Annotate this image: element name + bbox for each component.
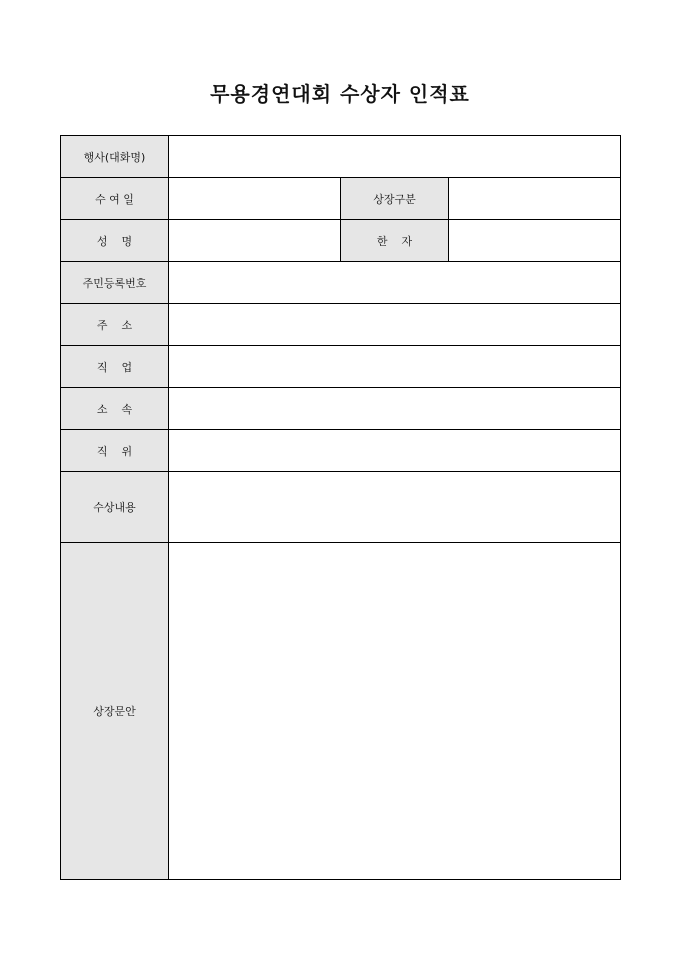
award-details-label: 수상내용 — [61, 472, 169, 543]
address-label: 주 소 — [61, 304, 169, 346]
hanja-field[interactable] — [449, 220, 621, 262]
row-occupation — [61, 346, 621, 388]
hanja-label: 한 자 — [341, 220, 449, 262]
occupation-field[interactable] — [169, 346, 621, 388]
row-resident-number — [61, 262, 621, 304]
row-name — [61, 220, 621, 262]
affiliation-label: 소 속 — [61, 388, 169, 430]
award-details-field[interactable] — [169, 472, 621, 543]
award-recipient-form — [60, 135, 621, 880]
award-category-field[interactable] — [449, 178, 621, 220]
position-label: 직 위 — [61, 430, 169, 472]
form-title: 무용경연대회 수상자 인적표 — [210, 82, 470, 106]
occupation-label: 직 업 — [61, 346, 169, 388]
row-award-details — [61, 472, 621, 543]
row-address — [61, 304, 621, 346]
position-field[interactable] — [169, 430, 621, 472]
affiliation-field[interactable] — [169, 388, 621, 430]
address-field[interactable] — [169, 304, 621, 346]
name-field[interactable] — [169, 220, 341, 262]
row-certificate-text — [61, 543, 621, 880]
row-award-date — [61, 178, 621, 220]
award-date-field[interactable] — [169, 178, 341, 220]
row-affiliation — [61, 388, 621, 430]
resident-number-label: 주민등록번호 — [61, 262, 169, 304]
award-category-label: 상장구분 — [341, 178, 449, 220]
award-date-label: 수 여 일 — [61, 178, 169, 220]
certificate-text-label: 상장문안 — [61, 543, 169, 880]
event-label: 행사(대화명) — [61, 136, 169, 178]
name-label: 성 명 — [61, 220, 169, 262]
certificate-text-field[interactable] — [169, 543, 621, 880]
row-event — [61, 136, 621, 178]
resident-number-field[interactable] — [169, 262, 621, 304]
row-position — [61, 430, 621, 472]
event-field[interactable] — [169, 136, 621, 178]
